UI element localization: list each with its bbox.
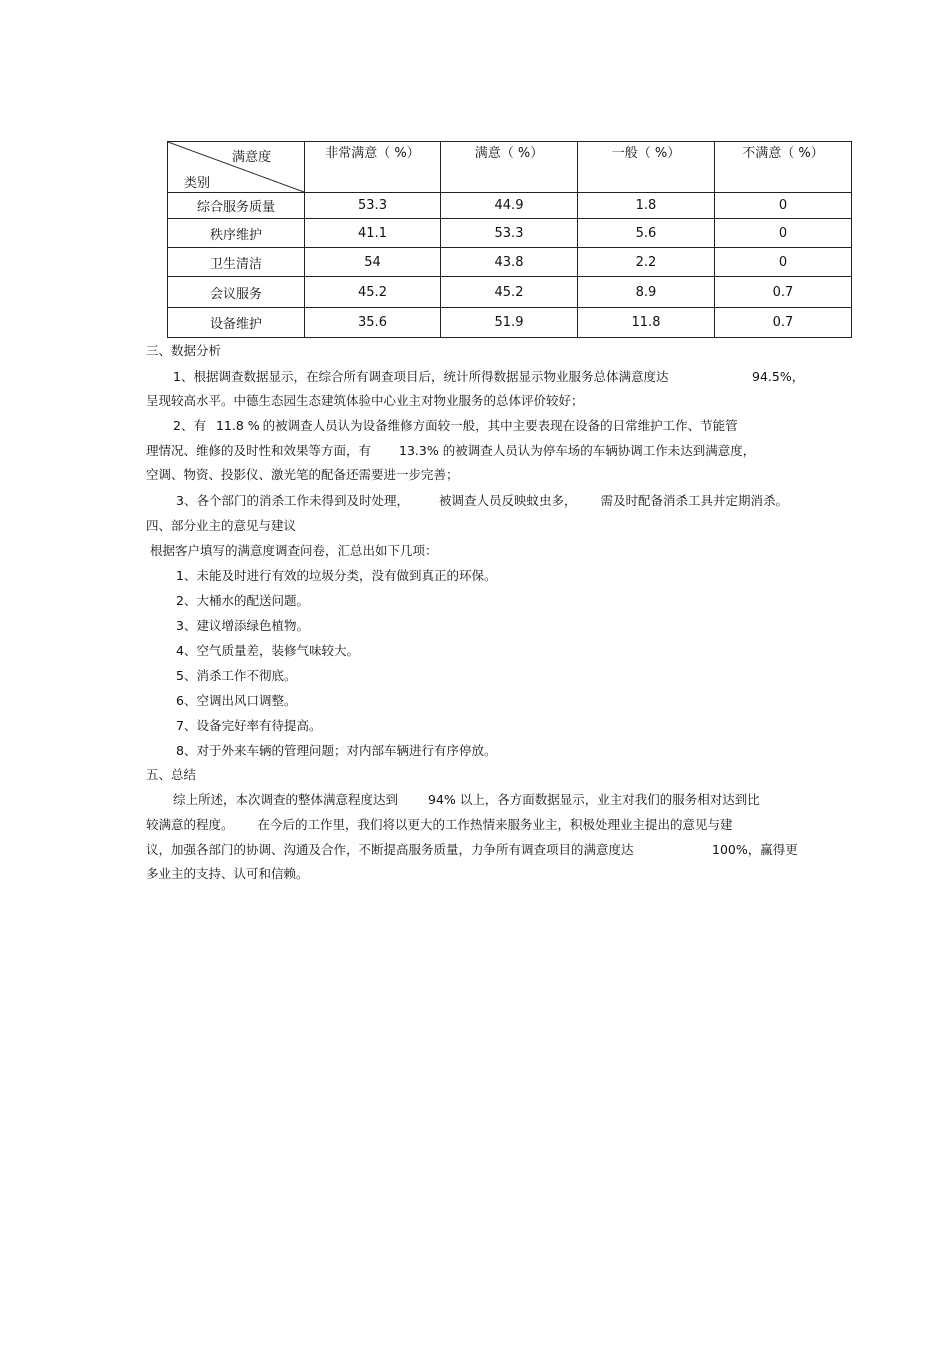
row-label: 设备维护 [168, 308, 305, 338]
column-header: 不满意（ %） [715, 142, 852, 193]
column-header: 非常满意（ %） [305, 142, 441, 193]
text-run: 的被调查人员认为停车场的车辆协调工作未达到满意度， [442, 443, 756, 458]
row-label: 综合服务质量 [168, 193, 305, 219]
table-cell: 8.9 [578, 277, 715, 308]
text-run: 94% 以上，各方面数据显示，业主对我们的服务相对达到比 [428, 792, 760, 807]
table-cell: 45.2 [305, 277, 441, 308]
row-label: 会议服务 [168, 277, 305, 308]
table-cell: 53.3 [305, 193, 441, 219]
text-run: 13.3% [399, 443, 439, 458]
text-run: 2、有 [173, 418, 206, 433]
table-cell: 1.8 [578, 193, 715, 219]
table-cell: 35.6 [305, 308, 441, 338]
text-run: 较满意的程度。 [146, 817, 234, 832]
paragraph-3 [176, 493, 788, 509]
table-corner-cell [168, 142, 305, 193]
table-cell: 51.9 [441, 308, 578, 338]
text-run: 综上所述，本次调查的整体满意程度达到 [173, 792, 399, 807]
section-title-suggestions: 四、部分业主的意见与建议 [146, 518, 297, 533]
paragraph-2-line-1 [173, 418, 738, 434]
list-item: 8、对于外来车辆的管理问题；对内部车辆进行有序停放。 [176, 743, 497, 758]
satisfaction-table [167, 141, 852, 338]
table-cell: 45.2 [441, 277, 578, 308]
row-label: 卫生清洁 [168, 248, 305, 277]
column-header: 一般（ %） [578, 142, 715, 193]
table-cell: 0.7 [715, 277, 852, 308]
paragraph-1-value: 94.5%， [752, 369, 805, 384]
summary-value: 100%，赢得更 [712, 842, 798, 857]
section-title-data-analysis: 三、数据分析 [146, 343, 222, 358]
summary-line-4: 多业主的支持、认可和信赖。 [146, 866, 309, 881]
corner-bottom-label: 类别 [184, 176, 211, 191]
table-row [168, 277, 852, 308]
paragraph-1-line-1 [173, 369, 668, 385]
table-cell: 11.8 [578, 308, 715, 338]
text-run: 被调查人员反映蚊虫多， [438, 493, 577, 508]
summary-line-3: 议，加强各部门的协调、沟通及合作，不断提高服务质量，力争所有调查项目的满意度达 [146, 842, 634, 857]
summary-line-2 [146, 817, 733, 833]
paragraph-2-line-2 [146, 443, 755, 459]
table-cell: 0.7 [715, 308, 852, 338]
text-run: 11.8 % [215, 418, 260, 433]
table-row [168, 308, 852, 338]
list-item: 7、设备完好率有待提高。 [176, 718, 322, 733]
table-cell: 44.9 [441, 193, 578, 219]
table-cell: 43.8 [441, 248, 578, 277]
text-run: 需及时配备消杀工具并定期消杀。 [600, 493, 788, 508]
list-item: 5、消杀工作不彻底。 [176, 668, 297, 683]
table-cell: 0 [715, 219, 852, 248]
paragraph-1-line-2: 呈现较高水平。中德生态园生态建筑体验中心业主对物业服务的总体评价较好； [146, 393, 584, 408]
table-row [168, 248, 852, 277]
suggestions-intro: 根据客户填写的满意度调查问卷，汇总出如下几项： [150, 543, 438, 558]
table-cell: 41.1 [305, 219, 441, 248]
list-item: 3、建议增添绿色植物。 [176, 618, 309, 633]
section-title-summary: 五、总结 [146, 767, 197, 782]
table-cell: 54 [305, 248, 441, 277]
list-item: 1、未能及时进行有效的垃圾分类，没有做到真正的环保。 [176, 568, 497, 583]
paragraph-2-line-3: 空调、物资、投影仪、激光笔的配备还需要进一步完善； [146, 467, 459, 482]
table-header-row [168, 142, 852, 193]
text-run: 3、各个部门的消杀工作未得到及时处理， [176, 493, 409, 508]
table-cell: 2.2 [578, 248, 715, 277]
table-cell: 5.6 [578, 219, 715, 248]
row-label: 秩序维护 [168, 219, 305, 248]
corner-top-label: 满意度 [232, 150, 272, 165]
table-cell: 0 [715, 193, 852, 219]
list-item: 2、大桶水的配送问题。 [176, 593, 309, 608]
list-item: 6、空调出风口调整。 [176, 693, 297, 708]
text-run: 1、根据调查数据显示，在综合所有调查项目后，统计所得数据显示物业服务总体满意度达 [173, 369, 669, 384]
table-row [168, 193, 852, 219]
table-cell: 53.3 [441, 219, 578, 248]
text-run: 理情况、维修的及时性和效果等方面，有 [146, 443, 372, 458]
text-run: 在今后的工作里，我们将以更大的工作热情来服务业主，积极处理业主提出的意见与建 [257, 817, 733, 832]
table-row [168, 219, 852, 248]
summary-line-1 [173, 792, 760, 808]
column-header: 满意（ %） [441, 142, 578, 193]
list-item: 4、空气质量差，装修气味较大。 [176, 643, 359, 658]
text-run: 的被调查人员认为设备维修方面较一般，其中主要表现在设备的日常维护工作、节能管 [262, 418, 738, 433]
table-cell: 0 [715, 248, 852, 277]
